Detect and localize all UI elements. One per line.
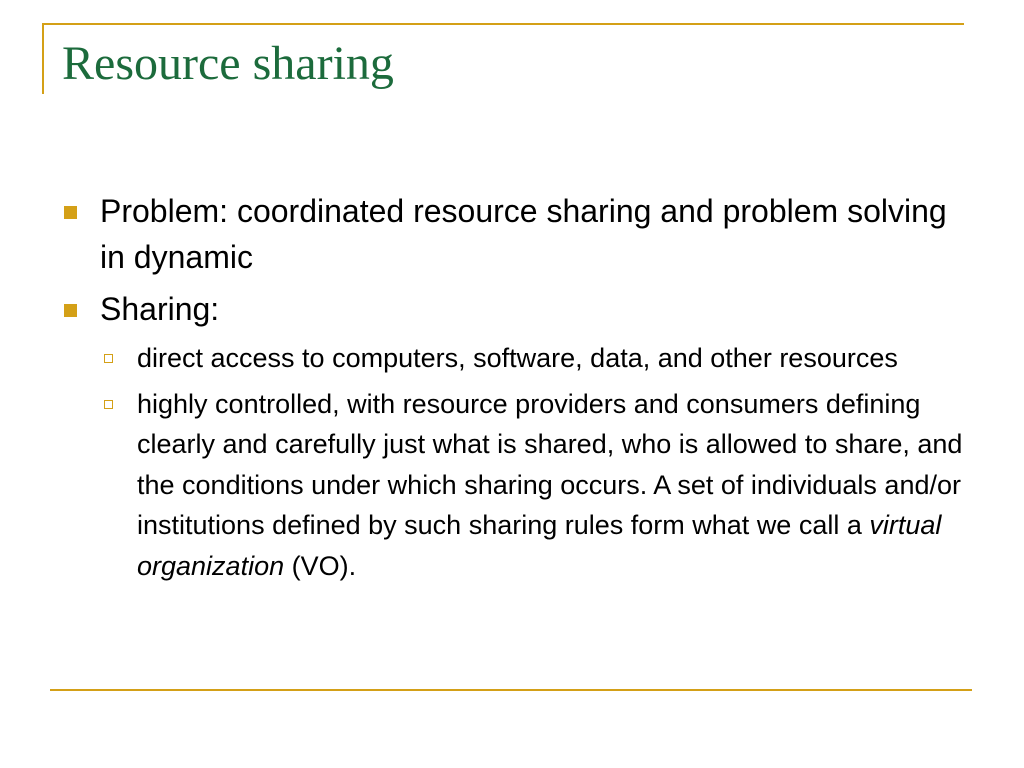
sub-bullet-direct-access-text: direct access to computers, software, data, and other resources	[137, 343, 898, 373]
slide-content	[62, 188, 972, 591]
sharing-sub-list	[100, 338, 972, 586]
slide-title: Resource sharing	[62, 37, 394, 90]
bullet-problem-text: Problem: coordinated resource sharing and problem solving in dynamic	[100, 193, 947, 275]
bullet-sharing-text: Sharing:	[100, 291, 220, 327]
bottom-frame-line	[50, 689, 972, 691]
bullet-problem	[62, 188, 972, 280]
sub-bullet-highly-controlled-text: highly controlled, with resource providers and consumers defining clearly and carefully just what is shared, who is allowed to share, and the conditions under which sharing occurs. A set of individuals and/or institutions defined by such sharing rules form what we call a	[137, 388, 963, 540]
hollow-square-bullet-icon	[104, 400, 113, 409]
left-frame-line	[42, 23, 44, 94]
top-frame-line	[42, 23, 964, 25]
sub-bullet-direct-access	[100, 338, 972, 379]
filled-square-bullet-icon	[64, 304, 77, 317]
virtual-organization-term: virtual organization	[137, 510, 942, 581]
sub-bullet-highly-controlled	[100, 384, 972, 587]
sub-bullet-highly-controlled-tail: (VO).	[284, 550, 357, 581]
filled-square-bullet-icon	[64, 206, 77, 219]
bullet-sharing	[62, 286, 972, 332]
hollow-square-bullet-icon	[104, 354, 113, 363]
